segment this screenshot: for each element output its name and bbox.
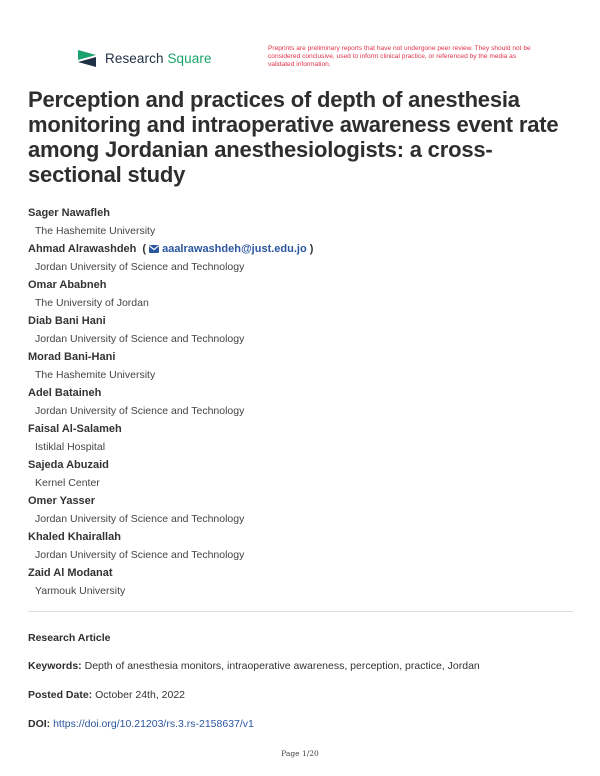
- author-entry: [28, 459, 573, 495]
- author-affiliation: Jordan University of Science and Technology: [35, 513, 245, 525]
- author-name[interactable]: Morad Bani-Hani: [28, 351, 116, 363]
- article-type: Research Article: [28, 632, 111, 644]
- author-name[interactable]: Omar Ababneh: [28, 279, 107, 291]
- author-affiliation: Yarmouk University: [35, 585, 126, 597]
- author-affiliation: Istiklal Hospital: [35, 441, 106, 453]
- author-entry: [28, 207, 573, 243]
- author-affiliation: Jordan University of Science and Technology: [35, 261, 245, 273]
- author-name[interactable]: Zaid Al Modanat: [28, 567, 113, 579]
- author-affiliation: Jordan University of Science and Technology: [35, 405, 245, 417]
- research-square-logo-icon: [75, 48, 99, 68]
- author-name[interactable]: Adel Bataineh: [28, 387, 102, 399]
- keywords-label: Keywords:: [28, 660, 82, 672]
- author-name[interactable]: Sajeda Abuzaid: [28, 459, 109, 471]
- doi-link[interactable]: https://doi.org/10.21203/rs.3.rs-2158637/v1: [53, 718, 254, 730]
- author-affiliation: Jordan University of Science and Technology: [35, 333, 245, 345]
- author-affiliation: The University of Jordan: [35, 297, 149, 309]
- section-divider: [28, 611, 573, 612]
- author-entry: [28, 351, 573, 387]
- page-number: Page 1/20: [281, 749, 319, 758]
- author-email-group: ( aaalrawashdeh@just.edu.jo ): [142, 243, 314, 255]
- author-name[interactable]: Sager Nawafleh: [28, 207, 110, 219]
- author-entry: [28, 279, 573, 315]
- author-entry: [28, 495, 573, 531]
- posted-date-value: October 24th, 2022: [95, 689, 186, 701]
- author-name[interactable]: Faisal Al-Salameh: [28, 423, 122, 435]
- posted-date-label: Posted Date:: [28, 689, 93, 701]
- author-name[interactable]: Omer Yasser: [28, 495, 96, 507]
- author-name: [28, 243, 573, 256]
- keywords-value: Depth of anesthesia monitors, intraoperative awareness, perception, practice, Jordan: [84, 660, 480, 672]
- logo-text: Research Square: [105, 50, 212, 66]
- author-name[interactable]: Khaled Khairallah: [28, 531, 121, 543]
- doi-line: [28, 718, 254, 731]
- author-affiliation: The Hashemite University: [35, 369, 156, 381]
- author-entry: [28, 387, 573, 423]
- envelope-icon: [149, 245, 159, 253]
- author-entry: [28, 315, 573, 351]
- author-name[interactable]: Diab Bani Hani: [28, 315, 106, 327]
- research-square-logo[interactable]: [75, 48, 212, 68]
- corresponding-author-name[interactable]: Ahmad Alrawashdeh: [28, 243, 137, 255]
- author-entry: [28, 567, 573, 603]
- posted-date-line: [28, 689, 185, 702]
- author-list: [28, 207, 573, 603]
- author-affiliation: The Hashemite University: [35, 225, 156, 237]
- author-email-link[interactable]: aaalrawashdeh@just.edu.jo: [162, 243, 307, 255]
- author-affiliation: Jordan University of Science and Technology: [35, 549, 245, 561]
- doi-label: DOI:: [28, 718, 51, 730]
- author-affiliation: Kernel Center: [35, 477, 100, 489]
- paper-title: Perception and practices of depth of anesthesia monitoring and intraoperative awareness event rate among Jordanian anesthesiologists: a cross-sectional study: [28, 87, 559, 187]
- keywords-line: [28, 660, 480, 673]
- author-entry: [28, 531, 573, 567]
- author-entry: [28, 423, 573, 459]
- author-entry: [28, 243, 573, 279]
- preprint-disclaimer: Preprints are preliminary reports that have not undergone peer review. They should not be considered conclusive, used to inform clinical practice, or referenced by the media as validated information.: [268, 45, 531, 68]
